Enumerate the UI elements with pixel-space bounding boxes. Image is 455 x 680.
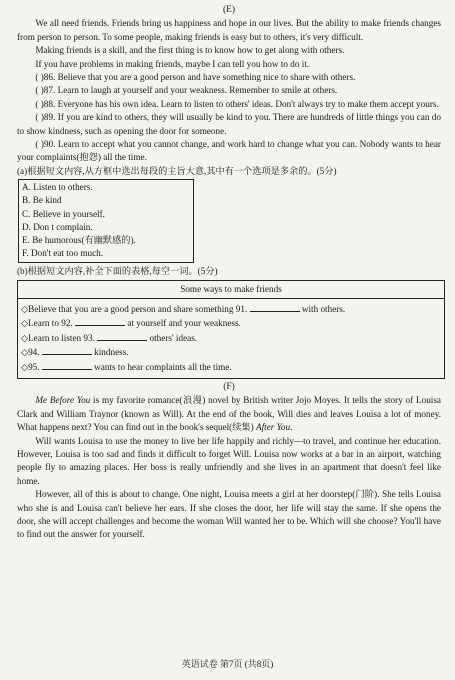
row-95-prefix: ◇95. xyxy=(21,361,40,372)
section-f-paragraph-2: Will wants Louisa to use the money to live her life happily and richly—to travel, and continue her education. However, Louisa is too sad and finds it difficult to forget Will. Louisa now works at a bar in an airport, watching people fly to amazing places. Her boss is really unfriendly and she lives in an apartment that doesn't feel like home. xyxy=(17,435,441,486)
section-f-paragraph-3: However, all of this is about to change. One night, Louisa meets a girl at her doorstep(门阶). She tells Louisa who she is and Louisa can't believe her ears. If she closes the door, her life will stay the same. If she opens the door, she will accept challenges and become the woman Will wanted her to be. Which will she choose? You'll have to find out the answer for yourself. xyxy=(17,489,441,540)
section-f-heading: (F) xyxy=(223,381,235,392)
table-row-94 xyxy=(21,345,441,359)
row-94-prefix: ◇94. xyxy=(21,347,40,358)
blank-93[interactable] xyxy=(97,331,147,341)
book-sequel-title: After You xyxy=(255,422,291,433)
question-89: ( )89. If you are kind to others, they will usually be kind to you. There are hundreds of little things you can do to show kindness, such as opening the door for someone. xyxy=(17,112,441,136)
table-body xyxy=(18,298,445,378)
option-e: E. Be humorous(有幽默感的). xyxy=(22,235,136,246)
blank-92[interactable] xyxy=(75,316,125,326)
option-b: B. Be kind xyxy=(22,195,62,206)
options-box xyxy=(18,179,194,262)
table-row-93 xyxy=(21,331,441,345)
section-f-paragraph-1-text-a: is my favorite romance(浪漫) novel by British writer Jojo Moyes. It tells the story of Louisa Clark and William Traynor (known as Will). At the end of the book, Will dies and leaves Louisa a lot of money. What happens next? You can find out in the book's sequel(续集) xyxy=(17,395,441,433)
task-b-instruction: (b)根据短文内容,补全下面的表格,每空一词。(5分) xyxy=(17,265,218,276)
blank-94[interactable] xyxy=(42,345,92,355)
section-e-paragraph-2: Making friends is a skill, and the first thing is to know how to get along with others. xyxy=(35,45,345,56)
option-f: F. Don't eat too much. xyxy=(22,248,104,259)
row-92-prefix: ◇Learn to 92. xyxy=(21,318,73,329)
page-footer: 英语试卷 第7页 (共8页) xyxy=(181,659,274,669)
question-87: ( )87. Learn to laugh at yourself and your weakness. Remember to smile at others. xyxy=(35,85,338,96)
question-90: ( )90. Learn to accept what you cannot change, and work hard to change what you can. Nobody wants to hear your complaints(抱怨) all the time. xyxy=(17,139,441,163)
section-e-paragraph-1: We all need friends. Friends bring us happiness and hope in our lives. But the ability to make friends changes from person to person. To some people, making friends is easy but to others, it's very difficult. xyxy=(17,18,441,42)
task-a-instruction: (a)根据短文内容,从方框中选出每段的主旨大意,其中有一个选项是多余的。(5分) xyxy=(17,165,337,176)
row-92-suffix: at yourself and your weakness. xyxy=(127,318,241,329)
row-95-suffix: wants to hear complaints all the time. xyxy=(94,361,232,372)
row-93-prefix: ◇Learn to listen 93. xyxy=(21,332,95,343)
question-88: ( )88. Everyone has his own idea. Learn to listen to others' ideas. Don't always try to make them accept yours. xyxy=(35,98,439,109)
table-row-95 xyxy=(21,360,441,374)
table-row-91 xyxy=(21,302,441,316)
section-e-paragraph-3: If you have problems in making friends, maybe I can tell you how to do it. xyxy=(35,58,310,69)
option-d: D. Don t complain. xyxy=(22,221,93,232)
section-f-paragraph-1-text-b: . xyxy=(290,422,293,433)
section-f-paragraph-1 xyxy=(17,394,441,434)
ways-table xyxy=(17,280,445,379)
option-a: A. Listen to others. xyxy=(22,182,93,193)
blank-91[interactable] xyxy=(250,302,300,312)
blank-95[interactable] xyxy=(42,360,92,370)
option-c: C. Believe in yourself. xyxy=(22,208,105,219)
table-title: Some ways to make friends xyxy=(18,280,445,298)
row-91-prefix: ◇Believe that you are a good person and share something 91. xyxy=(21,303,248,314)
question-86: ( )86. Believe that you are a good person and have something nice to share with others. xyxy=(35,72,356,83)
row-91-suffix: with others. xyxy=(301,303,346,314)
book-title: Me Before You xyxy=(35,395,91,406)
row-94-suffix: kindness. xyxy=(94,347,129,358)
section-e-heading: (E) xyxy=(223,5,235,15)
row-93-suffix: others' ideas. xyxy=(149,332,198,343)
table-row-92 xyxy=(21,316,441,330)
